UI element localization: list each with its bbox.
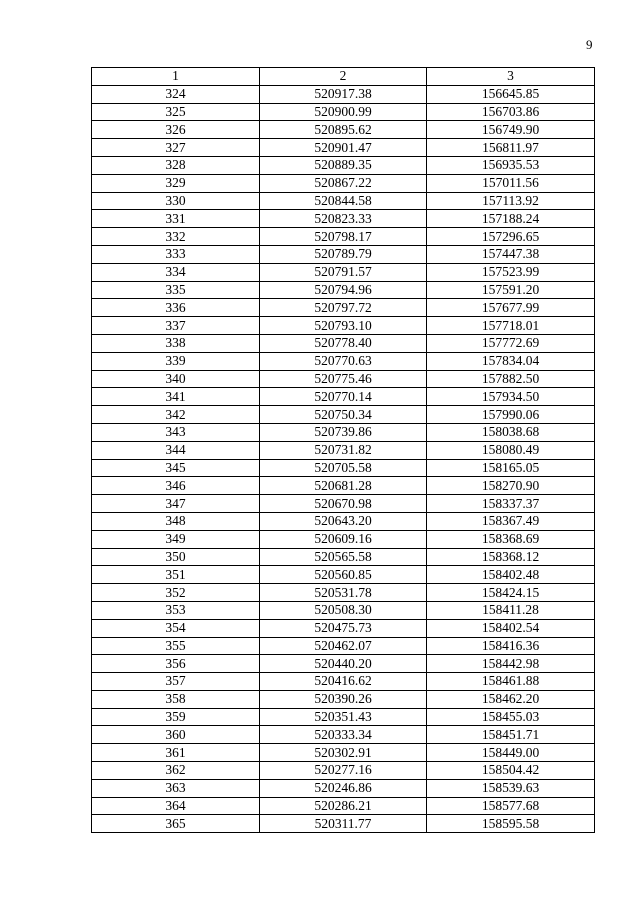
table-row [92, 334, 595, 352]
point-number-cell: 363 [92, 779, 260, 797]
y-coordinate-cell: 158402.54 [427, 619, 595, 637]
x-coordinate-cell: 520731.82 [260, 441, 427, 459]
x-coordinate-cell: 520246.86 [260, 779, 427, 797]
x-coordinate-cell: 520797.72 [260, 299, 427, 317]
y-coordinate-cell: 158424.15 [427, 584, 595, 602]
point-number-cell: 337 [92, 317, 260, 335]
table-row [92, 441, 595, 459]
x-coordinate-cell: 520508.30 [260, 601, 427, 619]
point-number-cell: 328 [92, 156, 260, 174]
x-coordinate-cell: 520917.38 [260, 85, 427, 103]
y-coordinate-cell: 157113.92 [427, 192, 595, 210]
y-coordinate-cell: 157772.69 [427, 334, 595, 352]
point-number-cell: 335 [92, 281, 260, 299]
point-number-cell: 348 [92, 512, 260, 530]
table-row [92, 388, 595, 406]
point-number-cell: 334 [92, 263, 260, 281]
y-coordinate-cell: 158455.03 [427, 708, 595, 726]
point-number-cell: 329 [92, 174, 260, 192]
point-number-cell: 332 [92, 228, 260, 246]
table-row [92, 566, 595, 584]
x-coordinate-cell: 520609.16 [260, 530, 427, 548]
table-row [92, 121, 595, 139]
x-coordinate-cell: 520286.21 [260, 797, 427, 815]
y-coordinate-cell: 157188.24 [427, 210, 595, 228]
point-number-cell: 342 [92, 406, 260, 424]
x-coordinate-cell: 520670.98 [260, 495, 427, 513]
point-number-cell: 330 [92, 192, 260, 210]
point-number-cell: 346 [92, 477, 260, 495]
table-row [92, 192, 595, 210]
y-coordinate-cell: 158451.71 [427, 726, 595, 744]
y-coordinate-cell: 158337.37 [427, 495, 595, 513]
point-number-cell: 355 [92, 637, 260, 655]
y-coordinate-cell: 157296.65 [427, 228, 595, 246]
point-number-cell: 339 [92, 352, 260, 370]
table-row [92, 174, 595, 192]
y-coordinate-cell: 158504.42 [427, 762, 595, 780]
x-coordinate-cell: 520791.57 [260, 263, 427, 281]
point-number-cell: 359 [92, 708, 260, 726]
y-coordinate-cell: 157718.01 [427, 317, 595, 335]
table-row [92, 85, 595, 103]
y-coordinate-cell: 157934.50 [427, 388, 595, 406]
y-coordinate-cell: 157523.99 [427, 263, 595, 281]
y-coordinate-cell: 158038.68 [427, 423, 595, 441]
point-number-cell: 333 [92, 245, 260, 263]
y-coordinate-cell: 156935.53 [427, 156, 595, 174]
point-number-cell: 353 [92, 601, 260, 619]
point-number-cell: 336 [92, 299, 260, 317]
table-row [92, 548, 595, 566]
table-row [92, 263, 595, 281]
y-coordinate-cell: 158577.68 [427, 797, 595, 815]
x-coordinate-cell: 520560.85 [260, 566, 427, 584]
y-coordinate-cell: 158442.98 [427, 655, 595, 673]
point-number-cell: 351 [92, 566, 260, 584]
x-coordinate-cell: 520789.79 [260, 245, 427, 263]
table-row [92, 139, 595, 157]
header-cell-y-coordinate: 3 [427, 68, 595, 86]
x-coordinate-cell: 520440.20 [260, 655, 427, 673]
table-row [92, 779, 595, 797]
x-coordinate-cell: 520351.43 [260, 708, 427, 726]
y-coordinate-cell: 158368.69 [427, 530, 595, 548]
point-number-cell: 361 [92, 744, 260, 762]
point-number-cell: 343 [92, 423, 260, 441]
point-number-cell: 327 [92, 139, 260, 157]
table-row [92, 512, 595, 530]
table-row [92, 459, 595, 477]
point-number-cell: 345 [92, 459, 260, 477]
y-coordinate-cell: 156703.86 [427, 103, 595, 121]
table-row [92, 690, 595, 708]
table-row [92, 530, 595, 548]
point-number-cell: 356 [92, 655, 260, 673]
coordinates-table [91, 67, 595, 833]
point-number-cell: 347 [92, 495, 260, 513]
table-row [92, 228, 595, 246]
point-number-cell: 349 [92, 530, 260, 548]
y-coordinate-cell: 157447.38 [427, 245, 595, 263]
x-coordinate-cell: 520798.17 [260, 228, 427, 246]
x-coordinate-cell: 520416.62 [260, 673, 427, 691]
table-row [92, 495, 595, 513]
table-row [92, 423, 595, 441]
y-coordinate-cell: 156811.97 [427, 139, 595, 157]
table-row [92, 673, 595, 691]
table-row [92, 406, 595, 424]
x-coordinate-cell: 520681.28 [260, 477, 427, 495]
table-row [92, 103, 595, 121]
x-coordinate-cell: 520867.22 [260, 174, 427, 192]
x-coordinate-cell: 520277.16 [260, 762, 427, 780]
point-number-cell: 354 [92, 619, 260, 637]
x-coordinate-cell: 520333.34 [260, 726, 427, 744]
point-number-cell: 358 [92, 690, 260, 708]
point-number-cell: 325 [92, 103, 260, 121]
x-coordinate-cell: 520844.58 [260, 192, 427, 210]
x-coordinate-cell: 520823.33 [260, 210, 427, 228]
table-row [92, 619, 595, 637]
table-row [92, 726, 595, 744]
point-number-cell: 350 [92, 548, 260, 566]
table-body [92, 85, 595, 832]
x-coordinate-cell: 520475.73 [260, 619, 427, 637]
table-row [92, 210, 595, 228]
y-coordinate-cell: 158367.49 [427, 512, 595, 530]
y-coordinate-cell: 158368.12 [427, 548, 595, 566]
x-coordinate-cell: 520643.20 [260, 512, 427, 530]
table-row [92, 299, 595, 317]
y-coordinate-cell: 157990.06 [427, 406, 595, 424]
y-coordinate-cell: 158416.36 [427, 637, 595, 655]
x-coordinate-cell: 520531.78 [260, 584, 427, 602]
y-coordinate-cell: 158461.88 [427, 673, 595, 691]
table-row [92, 655, 595, 673]
y-coordinate-cell: 158080.49 [427, 441, 595, 459]
table-row [92, 281, 595, 299]
table-row [92, 637, 595, 655]
x-coordinate-cell: 520895.62 [260, 121, 427, 139]
y-coordinate-cell: 158595.58 [427, 815, 595, 833]
table-row [92, 797, 595, 815]
point-number-cell: 362 [92, 762, 260, 780]
table-header [92, 68, 595, 86]
point-number-cell: 364 [92, 797, 260, 815]
y-coordinate-cell: 156749.90 [427, 121, 595, 139]
x-coordinate-cell: 520793.10 [260, 317, 427, 335]
table-row [92, 477, 595, 495]
x-coordinate-cell: 520750.34 [260, 406, 427, 424]
point-number-cell: 352 [92, 584, 260, 602]
x-coordinate-cell: 520889.35 [260, 156, 427, 174]
x-coordinate-cell: 520462.07 [260, 637, 427, 655]
point-number-cell: 338 [92, 334, 260, 352]
header-cell-point-number: 1 [92, 68, 260, 86]
table-row [92, 584, 595, 602]
x-coordinate-cell: 520739.86 [260, 423, 427, 441]
x-coordinate-cell: 520705.58 [260, 459, 427, 477]
y-coordinate-cell: 158462.20 [427, 690, 595, 708]
point-number-cell: 331 [92, 210, 260, 228]
table-row [92, 370, 595, 388]
y-coordinate-cell: 157834.04 [427, 352, 595, 370]
page-number: 9 [586, 37, 593, 52]
x-coordinate-cell: 520565.58 [260, 548, 427, 566]
table-row [92, 708, 595, 726]
y-coordinate-cell: 158449.00 [427, 744, 595, 762]
y-coordinate-cell: 157882.50 [427, 370, 595, 388]
x-coordinate-cell: 520778.40 [260, 334, 427, 352]
table-row [92, 815, 595, 833]
point-number-cell: 357 [92, 673, 260, 691]
point-number-cell: 341 [92, 388, 260, 406]
table-row [92, 245, 595, 263]
x-coordinate-cell: 520770.14 [260, 388, 427, 406]
point-number-cell: 326 [92, 121, 260, 139]
x-coordinate-cell: 520775.46 [260, 370, 427, 388]
x-coordinate-cell: 520311.77 [260, 815, 427, 833]
x-coordinate-cell: 520302.91 [260, 744, 427, 762]
point-number-cell: 324 [92, 85, 260, 103]
y-coordinate-cell: 156645.85 [427, 85, 595, 103]
table-row [92, 352, 595, 370]
point-number-cell: 340 [92, 370, 260, 388]
point-number-cell: 360 [92, 726, 260, 744]
table-row [92, 762, 595, 780]
y-coordinate-cell: 157591.20 [427, 281, 595, 299]
x-coordinate-cell: 520770.63 [260, 352, 427, 370]
x-coordinate-cell: 520901.47 [260, 139, 427, 157]
y-coordinate-cell: 158411.28 [427, 601, 595, 619]
y-coordinate-cell: 158165.05 [427, 459, 595, 477]
y-coordinate-cell: 158270.90 [427, 477, 595, 495]
table-row [92, 744, 595, 762]
table-row [92, 156, 595, 174]
table-row [92, 601, 595, 619]
point-number-cell: 344 [92, 441, 260, 459]
y-coordinate-cell: 157011.56 [427, 174, 595, 192]
y-coordinate-cell: 158402.48 [427, 566, 595, 584]
point-number-cell: 365 [92, 815, 260, 833]
header-cell-x-coordinate: 2 [260, 68, 427, 86]
x-coordinate-cell: 520794.96 [260, 281, 427, 299]
header-row [92, 68, 595, 86]
y-coordinate-cell: 157677.99 [427, 299, 595, 317]
y-coordinate-cell: 158539.63 [427, 779, 595, 797]
x-coordinate-cell: 520900.99 [260, 103, 427, 121]
x-coordinate-cell: 520390.26 [260, 690, 427, 708]
table-row [92, 317, 595, 335]
